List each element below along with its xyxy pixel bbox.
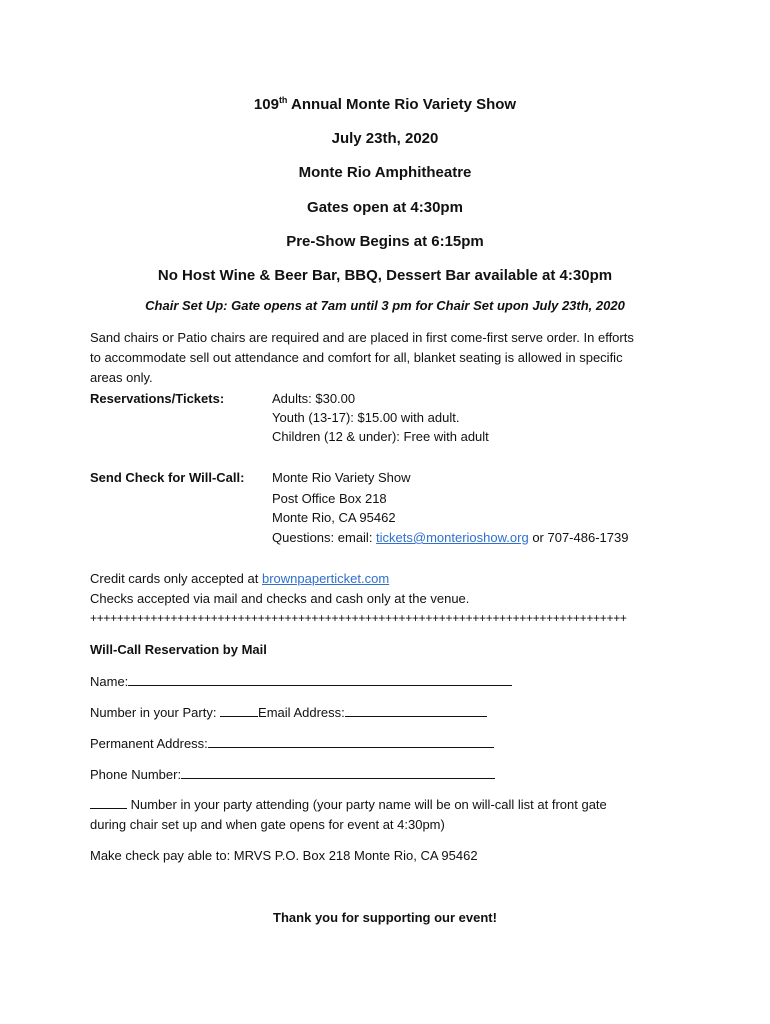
tickets-label: Reservations/Tickets: [90, 391, 225, 406]
party-count-field[interactable] [220, 704, 258, 717]
ticket-price-youth: Youth (13-17): $15.00 with adult. [272, 410, 460, 425]
email-label: Email Address: [258, 705, 345, 720]
name-label: Name: [90, 674, 129, 689]
event-venue: Monte Rio Amphitheatre [298, 164, 472, 181]
attending-row [90, 796, 607, 812]
title-text: Annual Monte Rio Variety Show [287, 96, 517, 113]
event-title [0, 96, 770, 113]
plus-divider: ++++++++++++++++++++++++++++++++++++++++++++++++++++++++++++++++++++++++++++++++ [90, 611, 627, 625]
address-line-3: Monte Rio, CA 95462 [272, 510, 396, 525]
thank-you-note: Thank you for supporting our event! [273, 910, 497, 925]
event-date: July 23th, 2020 [331, 130, 439, 147]
intro-line-1: Sand chairs or Patio chairs are required and are placed in first come-first serve order. In efforts [90, 330, 634, 345]
phone-field[interactable] [181, 766, 495, 779]
address-label: Permanent Address: [90, 736, 208, 751]
name-row [90, 673, 512, 689]
title-number: 109 [253, 96, 279, 113]
address-row [90, 735, 494, 751]
form-heading: Will-Call Reservation by Mail [90, 642, 267, 657]
address-line-1: Monte Rio Variety Show [272, 470, 411, 485]
pay-to-line: Make check pay able to: MRVS P.O. Box 218 Monte Rio, CA 95462 [90, 848, 478, 863]
email-link[interactable]: tickets@monterioshow.org [376, 530, 529, 545]
credit-prefix: Credit cards only accepted at [90, 571, 262, 586]
gates-time: Gates open at 4:30pm [307, 199, 463, 216]
address-line-2: Post Office Box 218 [272, 491, 387, 506]
questions-line [272, 530, 628, 545]
title-superscript: th [278, 95, 288, 105]
ticket-site-link[interactable]: brownpaperticket.com [261, 571, 390, 586]
chair-setup-note: Chair Set Up: Gate opens at 7am until 3 pm for Chair Set upon July 23th, 2020 [145, 298, 625, 313]
ticket-price-adults: Adults: $30.00 [272, 391, 356, 406]
bar-info: No Host Wine & Beer Bar, BBQ, Dessert Bar available at 4:30pm [157, 267, 613, 284]
name-field[interactable] [128, 673, 512, 686]
checks-line: Checks accepted via mail and checks and cash only at the venue. [90, 591, 470, 606]
party-email-row [90, 704, 487, 720]
questions-prefix: Questions: email: [272, 530, 377, 545]
attending-line-2: during chair set up and when gate opens for event at 4:30pm) [90, 817, 445, 832]
attending-count-field[interactable] [90, 796, 127, 809]
email-field[interactable] [345, 704, 487, 717]
phone-number: or 707-486-1739 [528, 530, 629, 545]
phone-row [90, 766, 495, 782]
intro-line-3: areas only. [90, 370, 153, 385]
party-label: Number in your Party: [90, 705, 221, 720]
address-field[interactable] [208, 735, 494, 748]
ticket-price-children: Children (12 & under): Free with adult [272, 429, 489, 444]
attending-text: Number in your party attending (your party name will be on will-call list at front gate [127, 797, 607, 812]
preshow-time: Pre-Show Begins at 6:15pm [286, 233, 484, 250]
phone-label: Phone Number: [90, 767, 182, 782]
willcall-label: Send Check for Will-Call: [90, 470, 245, 485]
credit-card-line [90, 571, 389, 586]
intro-line-2: to accommodate sell out attendance and comfort for all, blanket seating is allowed in specific [90, 350, 623, 365]
